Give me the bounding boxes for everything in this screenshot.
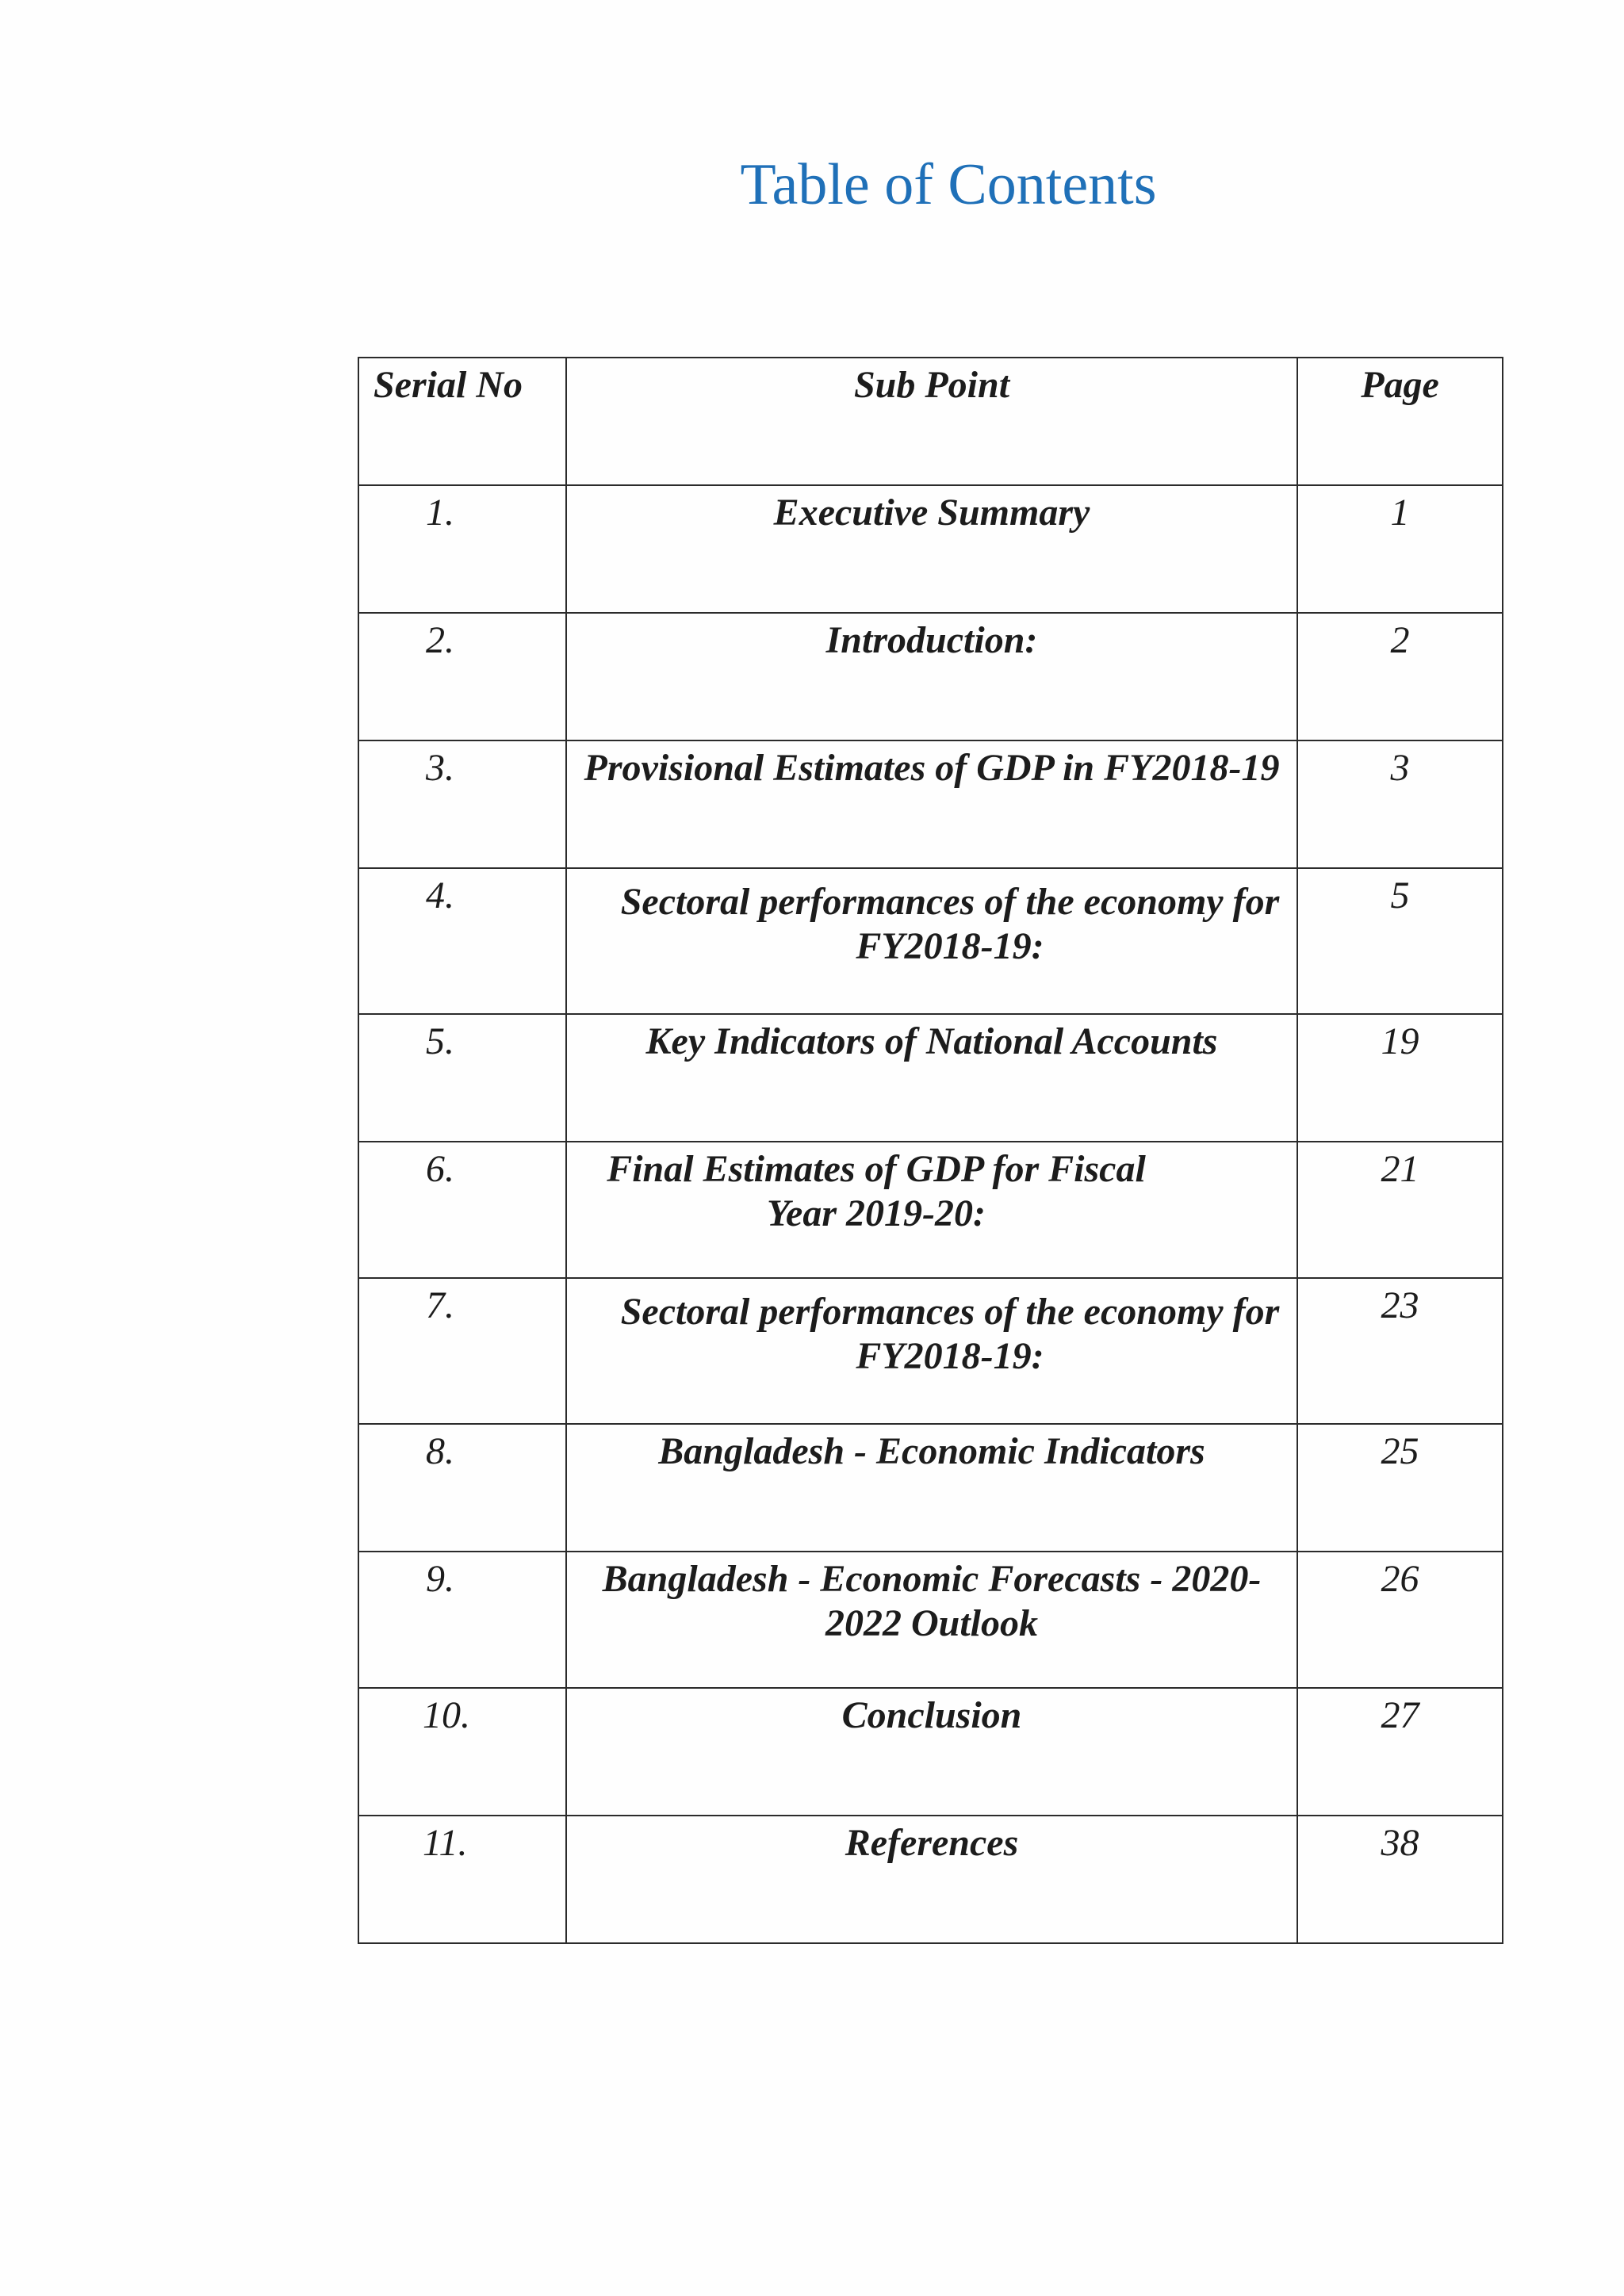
sub-point-text: Introduction: [825, 619, 1038, 661]
serial-cell [358, 740, 566, 868]
serial-number: 4. [426, 874, 454, 916]
page-cell [1297, 1142, 1503, 1278]
toc-row [358, 1278, 1503, 1424]
toc-row [358, 1142, 1503, 1278]
toc-row [358, 1014, 1503, 1142]
page-cell [1297, 868, 1503, 1014]
serial-number: 8. [426, 1430, 454, 1472]
page-number: 3 [1390, 747, 1410, 789]
serial-number: 7. [426, 1284, 454, 1326]
page-number: 27 [1381, 1694, 1419, 1736]
page-cell [1297, 1552, 1503, 1688]
sub-point-cell [566, 740, 1297, 868]
serial-cell [358, 868, 566, 1014]
serial-number: 2. [426, 619, 454, 661]
page-number: 26 [1381, 1558, 1419, 1600]
header-page-cell [1297, 358, 1503, 485]
page-number: 2 [1390, 619, 1410, 661]
sub-point-cell [566, 1816, 1297, 1943]
toc-row [358, 1424, 1503, 1552]
sub-point-text: Bangladesh - Economic Indicators [658, 1430, 1205, 1472]
sub-point-text: Bangladesh - Economic Forecasts - 2020-2022 Outlook [602, 1558, 1262, 1644]
toc-row [358, 740, 1503, 868]
sub-point-text: Final Estimates of GDP for Fiscal Year 2019-20: [607, 1148, 1146, 1234]
header-sub-point-cell [566, 358, 1297, 485]
toc-row [358, 1552, 1503, 1688]
page-number: 23 [1381, 1284, 1419, 1326]
serial-number: 3. [426, 747, 454, 789]
sub-point-text: Executive Summary [773, 492, 1090, 534]
serial-cell [358, 1552, 566, 1688]
toc-row [358, 1816, 1503, 1943]
serial-number: 11. [423, 1822, 468, 1864]
page-cell [1297, 613, 1503, 740]
serial-number: 1. [426, 492, 454, 534]
sub-point-text: References [845, 1822, 1019, 1864]
page-cell [1297, 1014, 1503, 1142]
serial-cell [358, 1278, 566, 1424]
page-number: 25 [1381, 1430, 1419, 1472]
serial-cell [358, 1142, 566, 1278]
serial-number: 6. [426, 1148, 454, 1190]
header-sub-point: Sub Point [853, 364, 1010, 406]
page-number: 1 [1390, 492, 1410, 534]
sub-point-cell [566, 1552, 1297, 1688]
page-cell [1297, 740, 1503, 868]
page-number: 38 [1381, 1822, 1419, 1864]
toc-row [358, 613, 1503, 740]
serial-cell [358, 1816, 566, 1943]
toc-row [358, 868, 1503, 1014]
page-title: Table of Contents [740, 152, 1157, 217]
serial-cell [358, 1014, 566, 1142]
toc-table [358, 357, 1503, 1944]
sub-point-text: Conclusion [841, 1694, 1022, 1736]
serial-number: 9. [426, 1558, 454, 1600]
sub-point-cell [566, 1424, 1297, 1552]
page-cell [1297, 1424, 1503, 1552]
sub-point-cell [566, 868, 1297, 1014]
header-serial: Serial No [373, 364, 523, 406]
header-page: Page [1361, 364, 1439, 406]
page-cell [1297, 1816, 1503, 1943]
sub-point-text: Provisional Estimates of GDP in FY2018-19 [584, 747, 1280, 789]
page-cell [1297, 485, 1503, 613]
sub-point-cell [566, 1688, 1297, 1816]
serial-number: 10. [423, 1694, 470, 1736]
page-number: 21 [1381, 1148, 1419, 1190]
toc-row [358, 1688, 1503, 1816]
toc-header-row [358, 358, 1503, 485]
sub-point-text: Sectoral performances of the economy for FY2018-19: [620, 1291, 1280, 1377]
serial-cell [358, 613, 566, 740]
page-cell [1297, 1688, 1503, 1816]
serial-number: 5. [426, 1020, 454, 1062]
sub-point-cell [566, 1142, 1297, 1278]
serial-cell [358, 485, 566, 613]
serial-cell [358, 1424, 566, 1552]
toc-row [358, 485, 1503, 613]
sub-point-cell [566, 1278, 1297, 1424]
sub-point-cell [566, 613, 1297, 740]
page-number: 19 [1381, 1020, 1419, 1062]
page-number: 5 [1390, 874, 1410, 916]
header-serial-cell [358, 358, 566, 485]
sub-point-text: Key Indicators of National Accounts [645, 1020, 1218, 1062]
sub-point-text: Sectoral performances of the economy for FY2018-19: [620, 881, 1280, 967]
sub-point-cell [566, 485, 1297, 613]
sub-point-cell [566, 1014, 1297, 1142]
page-cell [1297, 1278, 1503, 1424]
serial-cell [358, 1688, 566, 1816]
